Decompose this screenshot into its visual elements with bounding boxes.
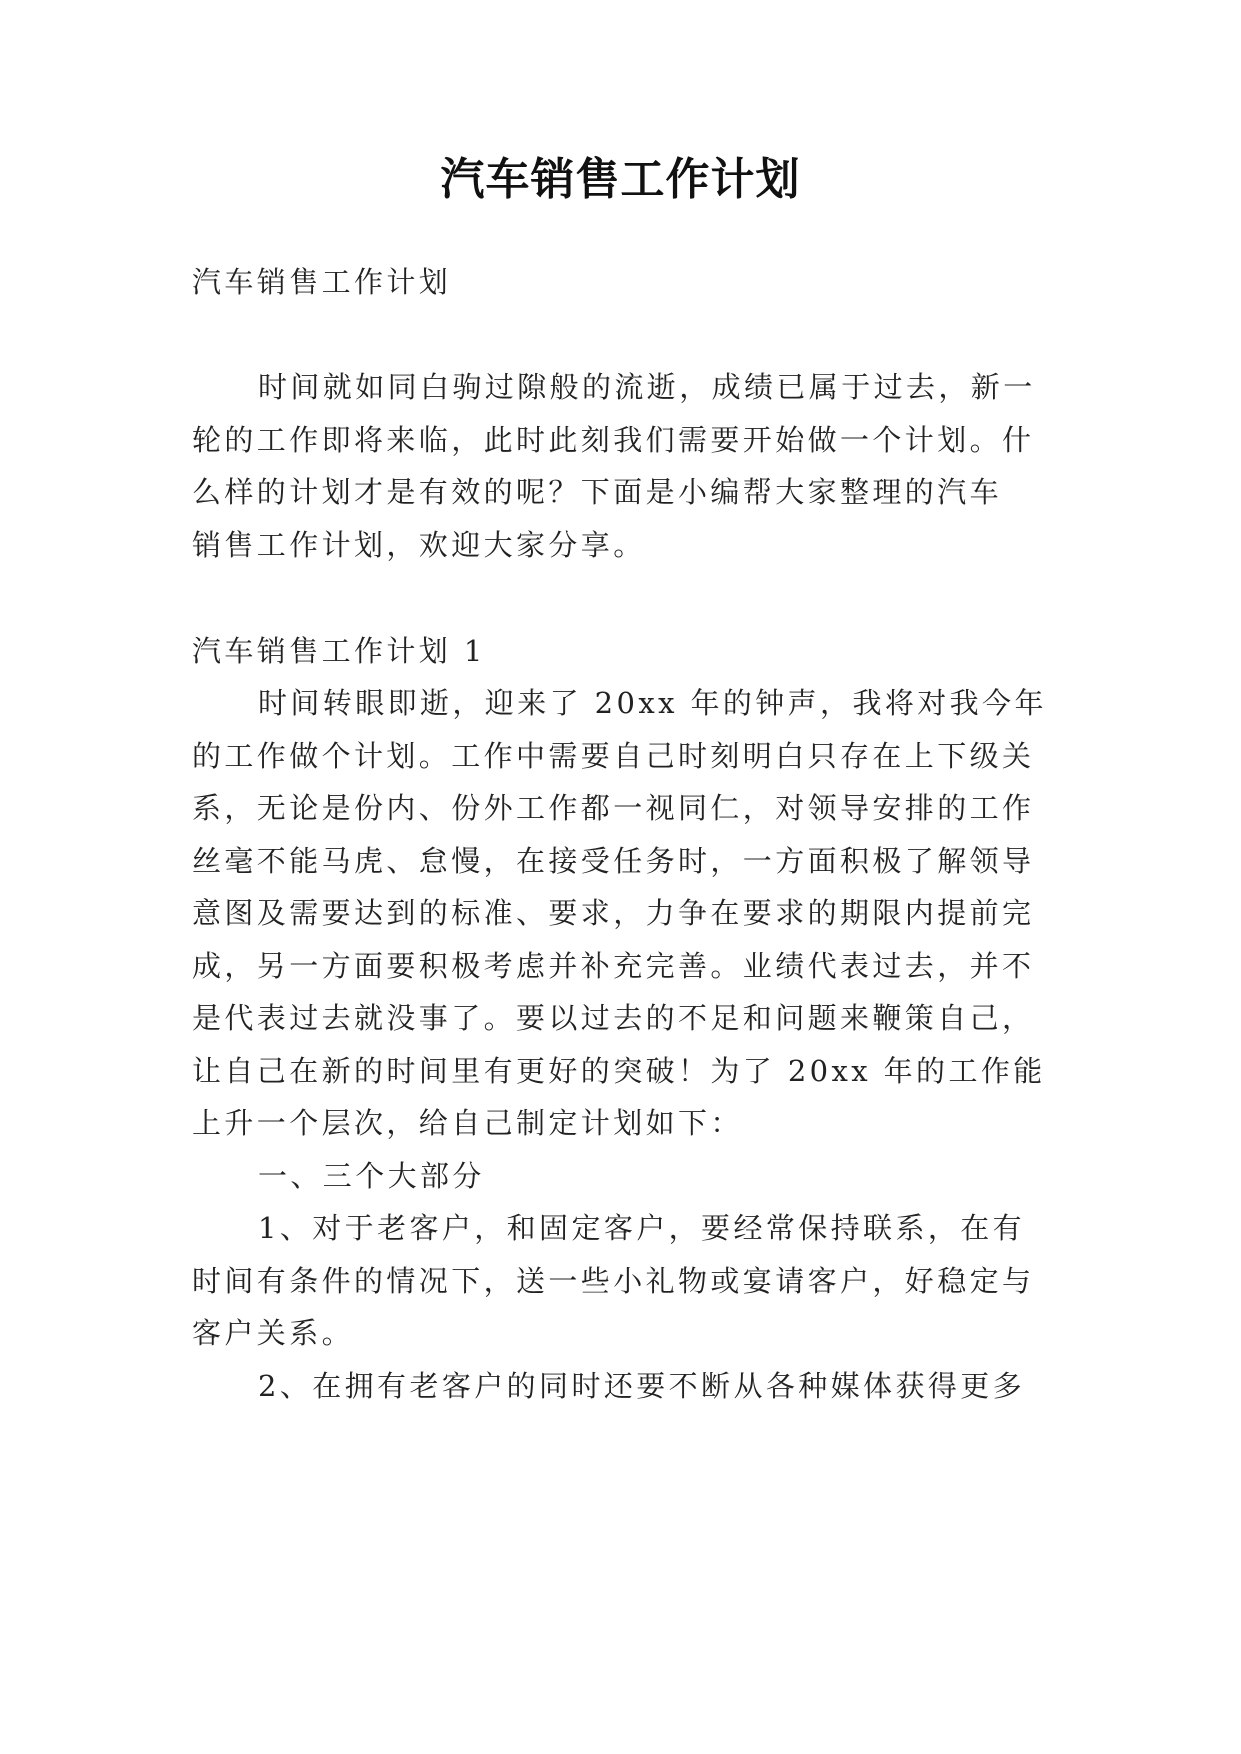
body-line: 让自己在新的时间里有更好的突破！为了 20xx 年的工作能 [192, 1054, 1046, 1088]
item-line: 时间有条件的情况下，送一些小礼物或宴请客户，好稳定与 [192, 1264, 1035, 1298]
intro-line: 时间就如同白驹过隙般的流逝，成绩已属于过去，新一 [258, 370, 1036, 404]
document-subtitle: 汽车销售工作计划 [192, 265, 452, 299]
item-line: 客户关系。 [192, 1316, 355, 1350]
document-title: 汽车销售工作计划 [440, 154, 801, 205]
body-line: 的工作做个计划。工作中需要自己时刻明白只存在上下级关 [192, 739, 1035, 773]
body-line: 成，另一方面要积极考虑并补充完善。业绩代表过去，并不 [192, 949, 1035, 983]
body-line: 丝毫不能马虎、怠慢，在接受任务时，一方面积极了解领导 [192, 844, 1035, 878]
section-heading: 汽车销售工作计划 1 [192, 634, 486, 668]
body-line: 时间转眼即逝，迎来了 20xx 年的钟声，我将对我今年 [258, 686, 1047, 720]
body-line: 系，无论是份内、份外工作都一视同仁，对领导安排的工作 [192, 791, 1035, 825]
item-line: 1、对于老客户，和固定客户，要经常保持联系，在有 [258, 1211, 1026, 1245]
intro-line: 么样的计划才是有效的呢？下面是小编帮大家整理的汽车 [192, 475, 1003, 509]
part-heading: 一、三个大部分 [258, 1159, 485, 1193]
intro-line: 销售工作计划，欢迎大家分享。 [192, 528, 646, 562]
body-line: 是代表过去就没事了。要以过去的不足和问题来鞭策自己， [192, 1001, 1035, 1035]
item-line: 2、在拥有老客户的同时还要不断从各种媒体获得更多 [258, 1369, 1026, 1403]
intro-line: 轮的工作即将来临，此时此刻我们需要开始做一个计划。什 [192, 423, 1035, 457]
body-line: 意图及需要达到的标准、要求，力争在要求的期限内提前完 [192, 896, 1035, 930]
body-line: 上升一个层次，给自己制定计划如下： [192, 1106, 743, 1140]
